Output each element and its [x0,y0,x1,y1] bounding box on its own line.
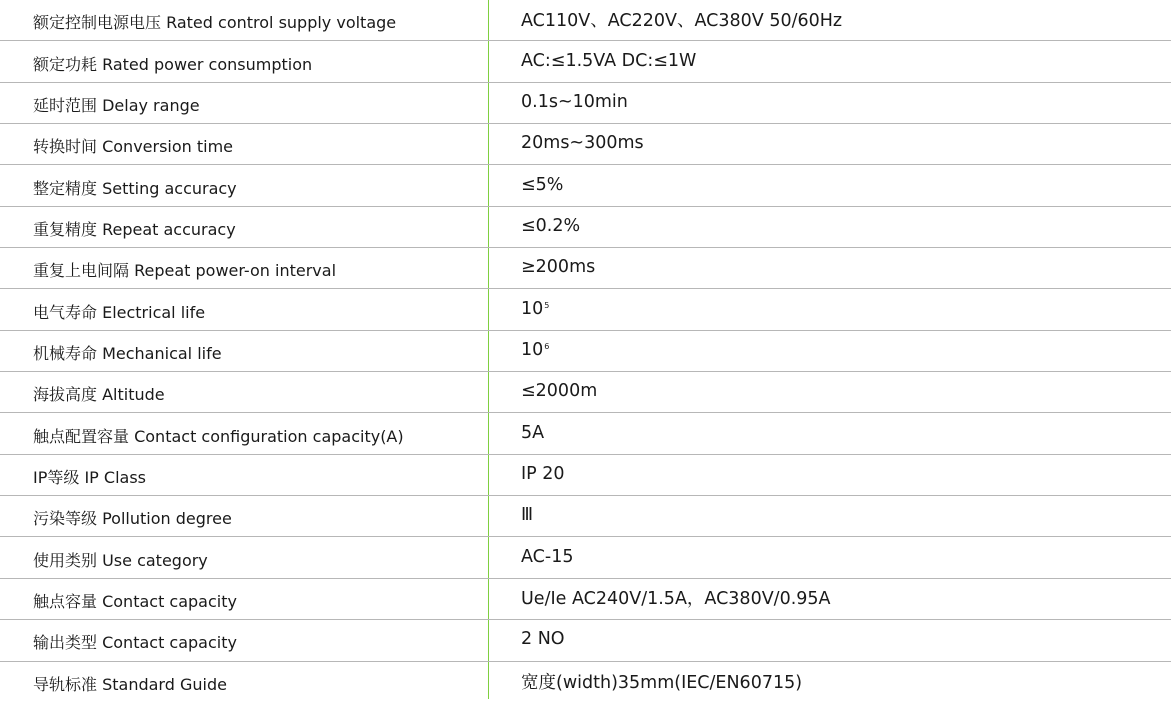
row-label: 额定功耗 Rated power consumption [33,54,313,74]
row-value: Ⅲ [521,505,534,526]
value-base: 10 [521,298,544,319]
row-label: 海拔高度 Altitude [33,385,165,405]
table-row [0,579,1171,620]
row-value: ≤0.2% [521,215,581,236]
value-exponent: 6 [544,342,550,352]
row-value: AC:≤1.5VA DC:≤1W [521,50,697,71]
row-label: 重复精度 Repeat accuracy [33,219,236,239]
row-value: 2 NO [521,629,565,650]
table-row [0,165,1171,206]
row-label: 触点容量 Contact capacity [33,591,237,611]
table-row [0,372,1171,413]
row-label: 延时范围 Delay range [33,95,200,115]
table-row [0,620,1171,661]
row-value: AC-15 [521,546,574,567]
table-row [0,0,1171,41]
table-row [0,537,1171,578]
table-row [0,41,1171,82]
row-value [521,289,549,329]
row-label: 转换时间 Conversion time [33,137,234,157]
table-row [0,207,1171,248]
table-row [0,662,1171,703]
row-value: AC110V、AC220V、AC380V 50/60Hz [521,10,843,31]
table-row [0,83,1171,124]
row-value: ≥200ms [521,257,596,278]
row-label: 输出类型 Contact capacity [33,633,237,653]
row-value: 5A [521,422,545,443]
table-row [0,413,1171,454]
row-label: 机械寿命 Mechanical life [33,343,222,363]
row-label: 导轨标准 Standard Guide [33,675,227,695]
value-exponent: 5 [544,301,550,311]
value-base: 10 [521,339,544,360]
row-label: 污染等级 Pollution degree [33,509,232,529]
table-row [0,124,1171,165]
row-value: Ue/Ie AC240V/1.5A，AC380V/0.95A [521,589,831,610]
row-label: IP等级 IP Class [33,467,147,487]
table-row [0,496,1171,537]
table-row [0,455,1171,496]
table-row [0,248,1171,289]
row-value [521,331,549,371]
table-row [0,331,1171,372]
table-row [0,289,1171,330]
row-value: 宽度(width)35mm(IEC/EN60715) [521,672,803,693]
row-value: ≤5% [521,174,564,195]
row-label: 触点配置容量 Contact configuration capacity(A) [33,426,404,446]
row-label: 电气寿命 Electrical life [33,302,206,322]
row-label: 额定控制电源电压 Rated control supply voltage [33,13,397,33]
row-value: 0.1s~10min [521,91,628,112]
row-value: 20ms~300ms [521,133,644,154]
row-label: 使用类别 Use category [33,550,208,570]
row-label: 重复上电间隔 Repeat power-on interval [33,261,337,281]
row-label: 整定精度 Setting accuracy [33,178,237,198]
row-value: IP 20 [521,463,565,484]
row-value: ≤2000m [521,381,598,402]
